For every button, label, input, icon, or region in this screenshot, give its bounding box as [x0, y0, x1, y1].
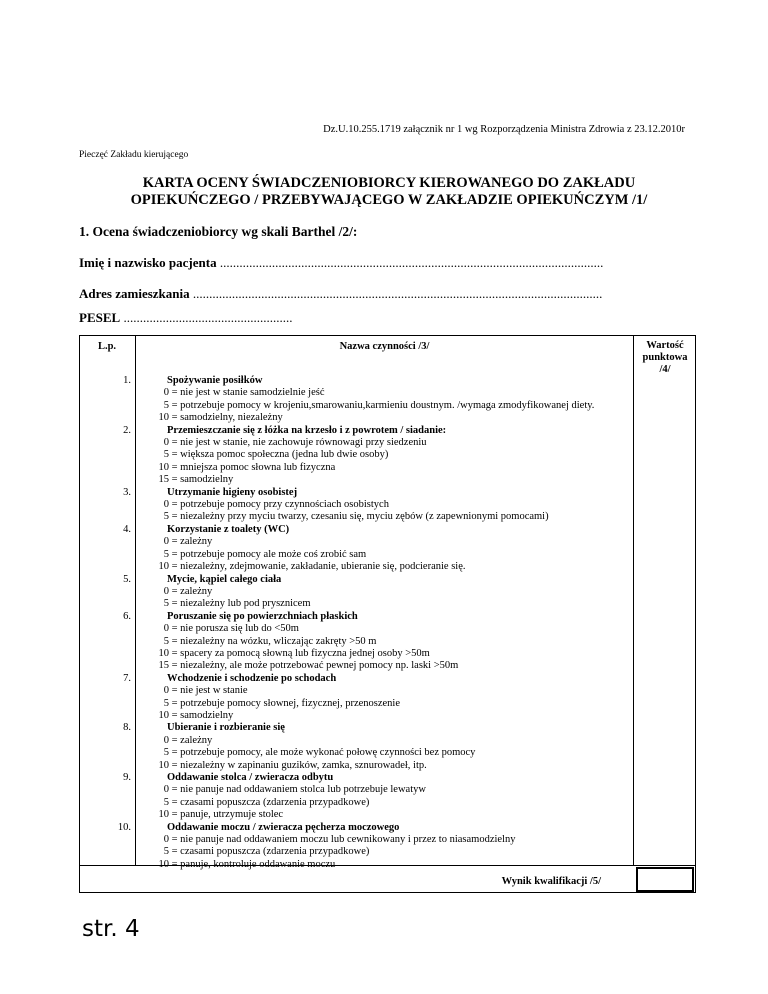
score-description: = zależny [171, 585, 213, 597]
score-description: = potrzebuje pomocy w krojeniu,smarowaniu,karmieniu doustnym. /wymaga zmodyfikowanej diety. [171, 399, 595, 411]
pesel-dots: .................................................... [120, 310, 293, 325]
score-value: 5 [163, 796, 169, 808]
pesel-label: PESEL [79, 310, 121, 325]
activity-name: Utrzymanie higieny osobistej [167, 486, 298, 498]
score-value: 10 [158, 647, 169, 659]
score-description: = potrzebuje pomocy słownej, fizycznej, przenoszenie [171, 697, 400, 709]
column-header-activity: Nazwa czynności /3/ [339, 341, 430, 352]
score-description: = panuje, kontroluje oddawanie moczu [171, 858, 336, 870]
score-description: = nie jest w stanie [171, 685, 248, 697]
score-option [79, 747, 634, 759]
score-option [79, 660, 634, 672]
score-value: 5 [163, 635, 169, 647]
score-value: 0 [163, 685, 169, 697]
score-option [79, 623, 634, 635]
score-description: = zależny [171, 734, 213, 746]
row-number: 10. [117, 821, 131, 833]
score-value: 5 [163, 449, 169, 461]
score-description: = spacery za pomocą słowną lub fizyczna jednej osoby >50m [171, 647, 430, 659]
activity-name: Oddawanie stolca / zwieracza odbytu [167, 772, 334, 783]
score-description: = samodzielny [171, 709, 234, 721]
score-description: = samodzielny [171, 474, 234, 486]
table-row [79, 673, 634, 723]
score-value: 0 [163, 623, 169, 635]
page-title [79, 175, 699, 209]
score-value: 10 [158, 709, 169, 721]
score-option [79, 511, 634, 523]
score-option [79, 710, 634, 722]
address-dots: .............................................................................................................................. [189, 286, 603, 301]
score-description: = nie panuje nad oddawaniem stolca lub potrzebuje lewatyw [171, 784, 426, 796]
score-option [79, 586, 634, 598]
score-value: 15 [158, 474, 169, 486]
score-value: 0 [163, 499, 169, 511]
score-value: 15 [158, 660, 169, 672]
score-value: 10 [158, 809, 169, 821]
title-line-2: OPIEKUŃCZEGO / PRZEBYWAJĄCEGO W ZAKŁADZIE OPIEKUŃCZYM /1/ [130, 192, 648, 208]
table-row [79, 611, 634, 673]
score-option [79, 598, 634, 610]
value-header-line-2: punktowa [642, 352, 688, 363]
score-value: 10 [158, 412, 169, 424]
score-description: = potrzebuje pomocy ale może coś zrobić sam [171, 548, 367, 560]
row-number: 4. [123, 523, 131, 535]
activity-name: Przemieszczanie się z łóżka na krzesło i z powrotem / siadanie: [167, 424, 447, 436]
page-number: str. 4 [82, 916, 140, 942]
patient-name-field[interactable] [79, 255, 603, 271]
score-description: = nie jest w stanie, nie zachowuje równowagi przy siedzeniu [171, 437, 427, 449]
score-option [79, 834, 634, 846]
section-label: Ocena świadczeniobiorcy wg skali Barthel /2/: [92, 224, 358, 239]
pesel-field[interactable] [79, 310, 292, 326]
score-value: 0 [163, 536, 169, 548]
score-option [79, 561, 634, 573]
score-option [79, 400, 634, 412]
score-description: = samodzielny, niezależny [171, 412, 283, 424]
score-description: = niezależny na wózku, wliczając zakręty >50 m [171, 635, 377, 647]
row-number: 9. [123, 772, 131, 783]
score-option [79, 636, 634, 648]
score-description: = nie porusza się lub do <50m [171, 623, 299, 635]
activity-name: Poruszanie się po powierzchniach płaskich [167, 610, 358, 622]
score-option [79, 412, 634, 424]
score-description: = czasami popuszcza (zdarzenia przypadkowe) [171, 846, 370, 858]
table-row [79, 375, 634, 425]
score-description: = niezależny, zdejmowanie, zakładanie, ubieranie się, podcieranie się. [171, 561, 466, 573]
score-value: 10 [158, 858, 169, 870]
legal-reference: Dz.U.10.255.1719 załącznik nr 1 wg Rozporządzenia Ministra Zdrowia z 23.12.2010r [323, 124, 685, 135]
score-option [79, 387, 634, 399]
score-value: 5 [163, 598, 169, 610]
table-row [79, 524, 634, 574]
value-header-line-1: Wartość [646, 340, 684, 351]
table-row [79, 772, 634, 822]
row-number: 8. [123, 722, 131, 734]
table-bottom-border [79, 892, 696, 893]
score-value: 0 [163, 585, 169, 597]
table-row [79, 487, 634, 524]
row-number: 6. [123, 610, 131, 622]
score-option [79, 685, 634, 697]
table-row [79, 425, 634, 487]
score-description: = niezależny przy myciu twarzy, czesaniu się, myciu zębów (z zapewnionymi pomocami) [171, 511, 549, 523]
result-label: Wynik kwalifikacji /5/ [501, 876, 601, 887]
score-option [79, 437, 634, 449]
address-field[interactable] [79, 286, 602, 302]
score-description: = potrzebuje pomocy, ale może wykonać połowę czynności bez pomocy [171, 747, 476, 759]
activity-rows [79, 375, 634, 871]
row-number: 1. [123, 375, 131, 386]
score-option [79, 760, 634, 772]
score-description: = niezależny, ale może potrzebować pewnej pomocy np. laski >50m [171, 660, 459, 672]
table-right-border [695, 335, 696, 893]
table-row [79, 822, 634, 872]
barthel-table [79, 335, 696, 893]
score-value: 5 [163, 511, 169, 523]
score-description: = niezależny lub pod prysznicem [171, 598, 311, 610]
section-heading [79, 224, 357, 240]
score-option [79, 499, 634, 511]
score-option [79, 698, 634, 710]
score-description: = potrzebuje pomocy przy czynnościach osobistych [171, 499, 389, 511]
section-number: 1. [79, 224, 90, 239]
score-description: = czasami popuszcza (zdarzenia przypadkowe) [171, 796, 370, 808]
address-label: Adres zamieszkania [79, 286, 190, 301]
score-description: = nie jest w stanie samodzielnie jeść [171, 387, 325, 399]
activity-name: Spożywanie posiłków [167, 375, 263, 386]
patient-name-label: Imię i nazwisko pacjenta [79, 255, 217, 270]
score-value: 0 [163, 437, 169, 449]
score-value: 0 [163, 734, 169, 746]
activity-name: Ubieranie i rozbieranie się [167, 722, 285, 734]
score-option [79, 449, 634, 461]
score-description: = mniejsza pomoc słowna lub fizyczna [171, 461, 336, 473]
score-option [79, 648, 634, 660]
result-score-box[interactable] [636, 867, 694, 892]
row-number: 7. [123, 672, 131, 684]
score-description: = większa pomoc społeczna (jedna lub dwie osoby) [171, 449, 389, 461]
table-top-border [79, 335, 696, 336]
score-option [79, 536, 634, 548]
score-value: 0 [163, 834, 169, 846]
score-value: 10 [158, 461, 169, 473]
patient-name-dots: ...................................................................................................................... [216, 255, 604, 270]
table-row [79, 722, 634, 772]
score-option [79, 462, 634, 474]
activity-name: Korzystanie z toalety (WC) [167, 523, 290, 535]
table-row [79, 574, 634, 611]
score-value: 5 [163, 697, 169, 709]
score-value: 5 [163, 548, 169, 560]
score-description: = zależny [171, 536, 213, 548]
stamp-label: Pieczęć Zakładu kierującego [79, 150, 189, 160]
score-value: 0 [163, 784, 169, 796]
score-option [79, 797, 634, 809]
row-number: 3. [123, 486, 131, 498]
score-value: 10 [158, 759, 169, 771]
score-value: 0 [163, 387, 169, 399]
activity-name: Mycie, kąpiel całego ciała [167, 573, 282, 585]
score-option [79, 846, 634, 858]
column-header-value [634, 340, 696, 376]
score-value: 10 [158, 561, 169, 573]
score-option [79, 474, 634, 486]
score-value: 5 [163, 846, 169, 858]
score-option [79, 784, 634, 796]
score-description: = panuje, utrzymuje stolec [171, 809, 284, 821]
activity-name: Oddawanie moczu / zwieracza pęcherza moczowego [167, 821, 400, 833]
column-header-lp: L.p. [97, 341, 117, 352]
score-option [79, 735, 634, 747]
score-option [79, 549, 634, 561]
row-number: 5. [123, 573, 131, 585]
title-line-1: KARTA OCENY ŚWIADCZENIOBIORCY KIEROWANEGO DO ZAKŁADU [142, 175, 636, 191]
score-description: = nie panuje nad oddawaniem moczu lub cewnikowany i przez to niasamodzielny [171, 834, 516, 846]
row-number: 2. [123, 424, 131, 436]
score-value: 5 [163, 747, 169, 759]
score-option [79, 809, 634, 821]
activity-name: Wchodzenie i schodzenie po schodach [167, 672, 337, 684]
score-description: = niezależny w zapinaniu guzików, zamka, sznurowadeł, itp. [171, 759, 427, 771]
value-header-line-3: /4/ [659, 364, 671, 375]
score-value: 5 [163, 399, 169, 411]
score-option [79, 859, 634, 871]
